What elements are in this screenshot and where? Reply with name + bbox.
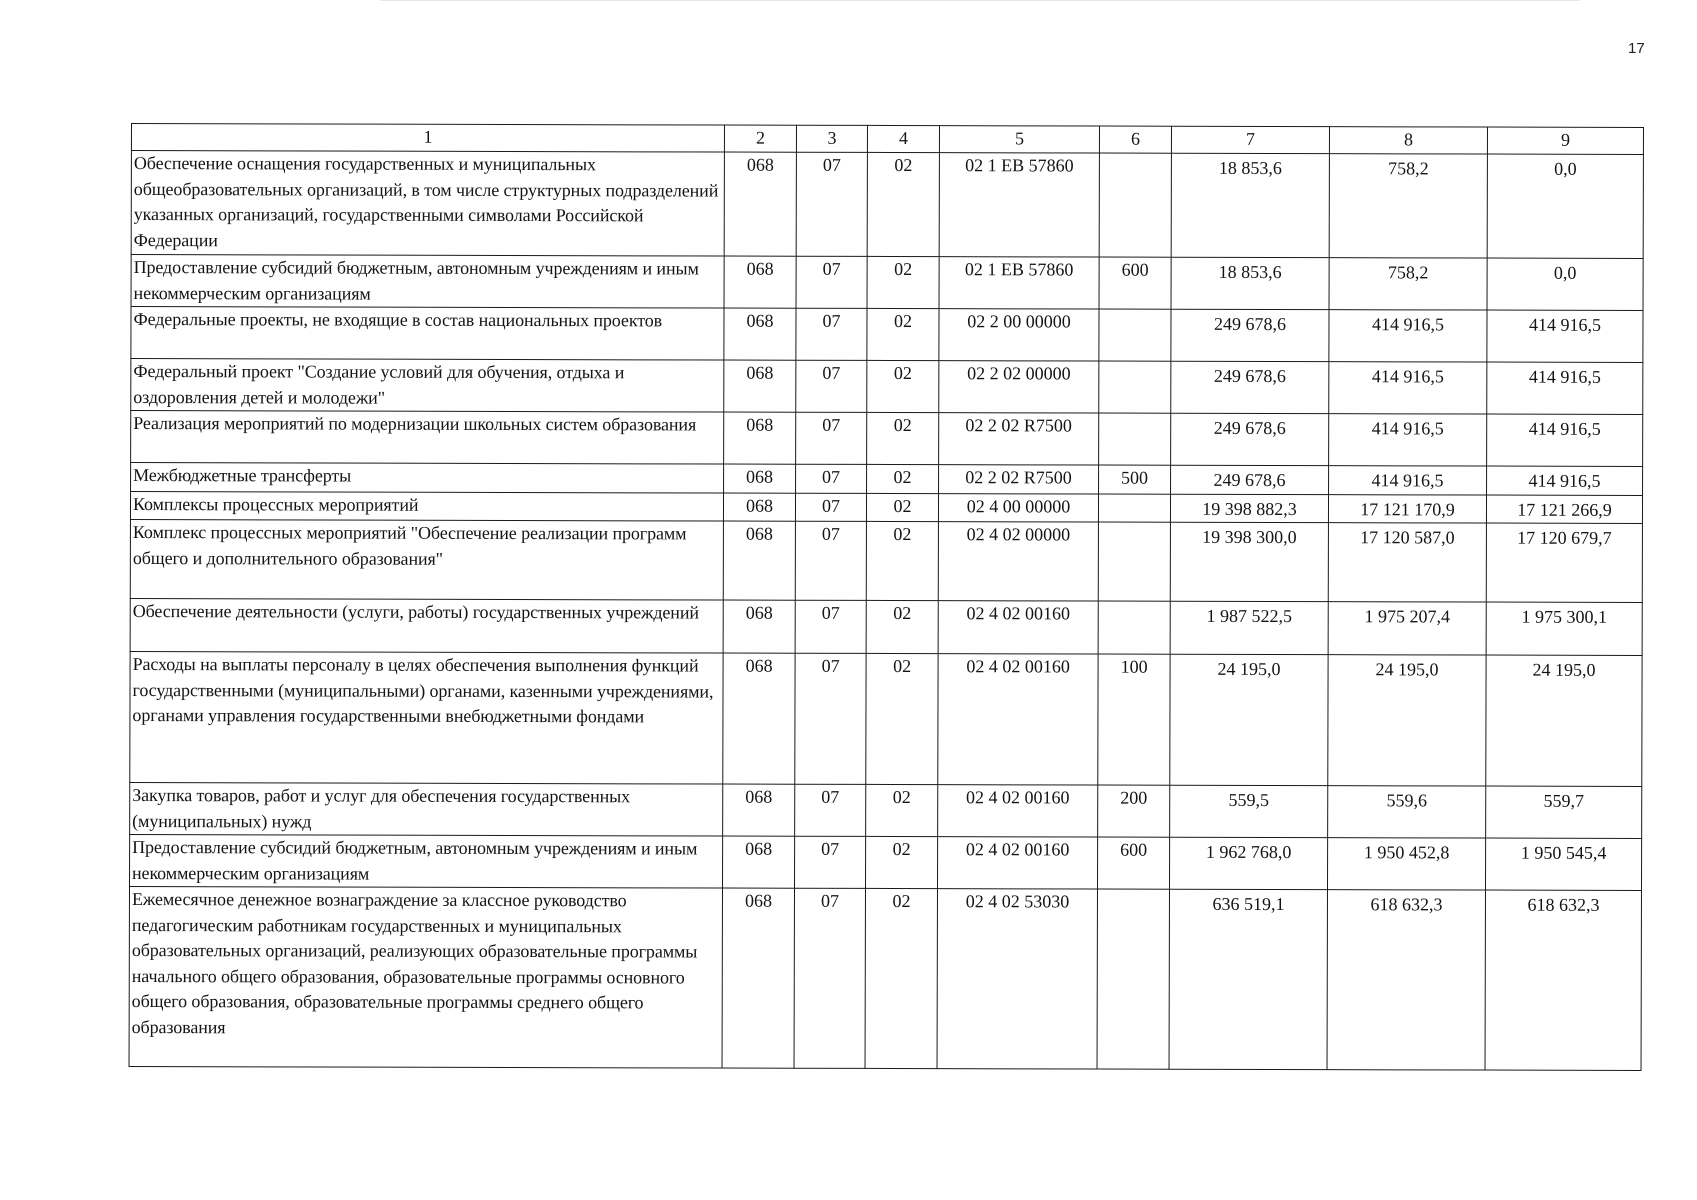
section-code: 07 bbox=[796, 412, 867, 464]
amount-col-8: 17 121 170,9 bbox=[1328, 494, 1486, 523]
ministry-code: 068 bbox=[723, 653, 795, 784]
amount-col-8: 414 916,5 bbox=[1329, 466, 1487, 495]
expense-type-code bbox=[1099, 413, 1171, 465]
expense-type-code: 200 bbox=[1098, 785, 1170, 837]
expense-type-code bbox=[1099, 309, 1171, 361]
amount-col-8: 24 195,0 bbox=[1328, 655, 1486, 786]
table-row bbox=[130, 491, 1642, 523]
column-header: 9 bbox=[1487, 127, 1643, 154]
row-name: Реализация мероприятий по модернизации школьных систем образования bbox=[131, 411, 724, 465]
expense-type-code bbox=[1099, 361, 1171, 413]
amount-col-8: 758,2 bbox=[1329, 258, 1487, 310]
target-article-code: 02 4 02 00000 bbox=[938, 522, 1098, 601]
target-article-code: 02 1 EB 57860 bbox=[939, 153, 1099, 257]
amount-col-9: 24 195,0 bbox=[1486, 655, 1642, 786]
ministry-code: 068 bbox=[724, 360, 796, 412]
subsection-code: 02 bbox=[867, 256, 939, 308]
table-row bbox=[130, 651, 1642, 786]
amount-col-9: 1 975 300,1 bbox=[1486, 602, 1642, 655]
subsection-code: 02 bbox=[867, 464, 939, 493]
target-article-code: 02 4 02 53030 bbox=[937, 889, 1097, 1069]
amount-col-9: 414 916,5 bbox=[1487, 466, 1643, 495]
column-header: 1 bbox=[131, 124, 724, 153]
expense-type-code: 100 bbox=[1098, 654, 1170, 785]
section-code: 07 bbox=[796, 464, 867, 493]
subsection-code: 02 bbox=[867, 360, 939, 412]
section-code: 07 bbox=[796, 152, 867, 256]
amount-col-7: 249 678,6 bbox=[1171, 413, 1329, 465]
section-code: 07 bbox=[796, 256, 867, 308]
table-row bbox=[131, 307, 1643, 363]
amount-col-7: 18 853,6 bbox=[1171, 257, 1329, 309]
ministry-code: 068 bbox=[722, 888, 794, 1068]
section-code: 07 bbox=[795, 493, 866, 522]
scan-edge-line bbox=[380, 0, 1580, 1]
target-article-code: 02 4 02 00160 bbox=[938, 601, 1098, 654]
subsection-code: 02 bbox=[866, 521, 938, 600]
row-name: Федеральные проекты, не входящие в состав национальных проектов bbox=[131, 307, 724, 361]
subsection-code: 02 bbox=[867, 152, 939, 256]
amount-col-8: 618 632,3 bbox=[1327, 890, 1485, 1070]
ministry-code: 068 bbox=[724, 256, 796, 308]
amount-col-9: 17 121 266,9 bbox=[1486, 495, 1642, 524]
subsection-code: 02 bbox=[867, 308, 939, 360]
amount-col-9: 1 950 545,4 bbox=[1485, 838, 1641, 890]
table-row bbox=[130, 782, 1642, 838]
target-article-code: 02 4 02 00160 bbox=[938, 654, 1098, 785]
target-article-code: 02 4 00 00000 bbox=[938, 493, 1098, 522]
amount-col-7: 18 853,6 bbox=[1171, 153, 1329, 257]
section-code: 07 bbox=[795, 521, 866, 600]
amount-col-8: 1 950 452,8 bbox=[1327, 838, 1485, 890]
amount-col-7: 1 987 522,5 bbox=[1170, 601, 1328, 654]
ministry-code: 068 bbox=[723, 600, 795, 653]
section-code: 07 bbox=[796, 308, 867, 360]
target-article-code: 02 2 00 00000 bbox=[939, 309, 1099, 361]
subsection-code: 02 bbox=[866, 653, 938, 784]
table-row bbox=[130, 519, 1642, 602]
row-name: Федеральный проект "Создание условий для обучения, отдыха и оздоровления детей и молодежи" bbox=[131, 359, 724, 413]
row-name: Обеспечение оснащения государственных и муниципальных общеобразовательных организаций, в том числе структурных подразделений указанных организаций, государственными символами Российской Федерации bbox=[131, 151, 724, 257]
table-row bbox=[131, 255, 1643, 311]
target-article-code: 02 2 02 R7500 bbox=[939, 465, 1099, 494]
column-header: 3 bbox=[796, 125, 867, 152]
row-name: Расходы на выплаты персоналу в целях обеспечения выполнения функций государственными (муниципальными) органами, казенными учреждениями, органами управления государственными внебюджетными фондами bbox=[130, 651, 723, 784]
expense-type-code bbox=[1098, 601, 1170, 654]
page-number: 17 bbox=[1628, 40, 1645, 57]
row-name: Комплексы процессных мероприятий bbox=[130, 491, 723, 521]
amount-col-9: 0,0 bbox=[1487, 154, 1643, 258]
amount-col-7: 1 962 768,0 bbox=[1169, 837, 1327, 889]
section-code: 07 bbox=[794, 888, 865, 1068]
amount-col-8: 414 916,5 bbox=[1329, 310, 1487, 362]
target-article-code: 02 4 02 00160 bbox=[938, 785, 1098, 837]
amount-col-9: 559,7 bbox=[1486, 786, 1642, 838]
expense-type-code bbox=[1098, 522, 1170, 601]
table-row bbox=[130, 834, 1642, 890]
amount-col-7: 636 519,1 bbox=[1169, 889, 1327, 1069]
column-header: 4 bbox=[867, 125, 939, 152]
row-name: Комплекс процессных мероприятий "Обеспечение реализации программ общего и дополнительного образования" bbox=[130, 519, 723, 600]
amount-col-9: 618 632,3 bbox=[1485, 890, 1641, 1070]
section-code: 07 bbox=[796, 360, 867, 412]
section-code: 07 bbox=[795, 653, 866, 784]
amount-col-8: 559,6 bbox=[1328, 786, 1486, 838]
table-header-row bbox=[131, 124, 1643, 155]
row-name: Предоставление субсидий бюджетным, автономным учреждениям и иным некоммерческим организациям bbox=[130, 834, 723, 888]
table-row bbox=[131, 359, 1643, 415]
subsection-code: 02 bbox=[866, 600, 938, 653]
amount-col-8: 414 916,5 bbox=[1329, 362, 1487, 414]
section-code: 07 bbox=[794, 836, 865, 888]
ministry-code: 068 bbox=[724, 412, 796, 464]
expense-type-code bbox=[1097, 889, 1169, 1069]
table-row bbox=[129, 886, 1641, 1070]
expense-type-code: 600 bbox=[1099, 257, 1171, 309]
subsection-code: 02 bbox=[865, 888, 937, 1068]
subsection-code: 02 bbox=[865, 836, 937, 888]
ministry-code: 068 bbox=[723, 493, 795, 522]
table-row bbox=[131, 463, 1643, 495]
row-name: Предоставление субсидий бюджетным, автономным учреждениям и иным некоммерческим организациям bbox=[131, 255, 724, 309]
table-row bbox=[131, 411, 1643, 467]
amount-col-7: 249 678,6 bbox=[1171, 361, 1329, 413]
amount-col-9: 414 916,5 bbox=[1487, 414, 1643, 466]
amount-col-9: 17 120 679,7 bbox=[1486, 523, 1642, 602]
target-article-code: 02 2 02 00000 bbox=[939, 361, 1099, 413]
ministry-code: 068 bbox=[724, 152, 796, 256]
table-row bbox=[131, 151, 1643, 259]
column-header: 8 bbox=[1329, 127, 1487, 154]
expense-type-code bbox=[1098, 494, 1170, 523]
row-name: Закупка товаров, работ и услуг для обеспечения государственных (муниципальных) нужд bbox=[130, 782, 723, 836]
amount-col-7: 559,5 bbox=[1170, 785, 1328, 837]
column-header: 7 bbox=[1171, 126, 1329, 153]
row-name: Обеспечение деятельности (услуги, работы) государственных учреждений bbox=[130, 598, 723, 653]
column-header: 2 bbox=[724, 125, 796, 152]
ministry-code: 068 bbox=[723, 521, 795, 600]
amount-col-7: 19 398 882,3 bbox=[1170, 494, 1328, 523]
amount-col-7: 19 398 300,0 bbox=[1170, 522, 1328, 601]
column-header: 6 bbox=[1099, 126, 1171, 153]
amount-col-8: 414 916,5 bbox=[1329, 414, 1487, 466]
amount-col-9: 0,0 bbox=[1487, 258, 1643, 310]
ministry-code: 068 bbox=[722, 836, 794, 888]
amount-col-8: 758,2 bbox=[1329, 154, 1487, 258]
target-article-code: 02 2 02 R7500 bbox=[939, 413, 1099, 465]
column-header: 5 bbox=[939, 126, 1099, 153]
section-code: 07 bbox=[795, 784, 866, 836]
table-row bbox=[130, 598, 1642, 655]
ministry-code: 068 bbox=[724, 464, 796, 493]
amount-col-9: 414 916,5 bbox=[1487, 362, 1643, 414]
subsection-code: 02 bbox=[867, 412, 939, 464]
budget-table bbox=[129, 123, 1644, 1071]
amount-col-7: 24 195,0 bbox=[1170, 654, 1328, 785]
target-article-code: 02 1 EB 57860 bbox=[939, 257, 1099, 309]
ministry-code: 068 bbox=[724, 308, 796, 360]
subsection-code: 02 bbox=[866, 493, 938, 522]
amount-col-7: 249 678,6 bbox=[1171, 309, 1329, 361]
amount-col-8: 1 975 207,4 bbox=[1328, 602, 1486, 655]
amount-col-8: 17 120 587,0 bbox=[1328, 523, 1486, 602]
amount-col-7: 249 678,6 bbox=[1171, 465, 1329, 494]
amount-col-9: 414 916,5 bbox=[1487, 310, 1643, 362]
row-name: Ежемесячное денежное вознаграждение за классное руководство педагогическим работникам государственных и муниципальных образовательных организаций, реализующих образовательные программы начального общего образования, образовательные программы основного общего образования, образовательные программы среднего общего образования bbox=[129, 886, 722, 1068]
target-article-code: 02 4 02 00160 bbox=[937, 837, 1097, 889]
expense-type-code bbox=[1099, 153, 1171, 257]
section-code: 07 bbox=[795, 600, 866, 653]
row-name: Межбюджетные трансферты bbox=[131, 463, 724, 493]
expense-type-code: 600 bbox=[1097, 837, 1169, 889]
ministry-code: 068 bbox=[723, 784, 795, 836]
expense-type-code: 500 bbox=[1099, 465, 1171, 494]
subsection-code: 02 bbox=[866, 784, 938, 836]
